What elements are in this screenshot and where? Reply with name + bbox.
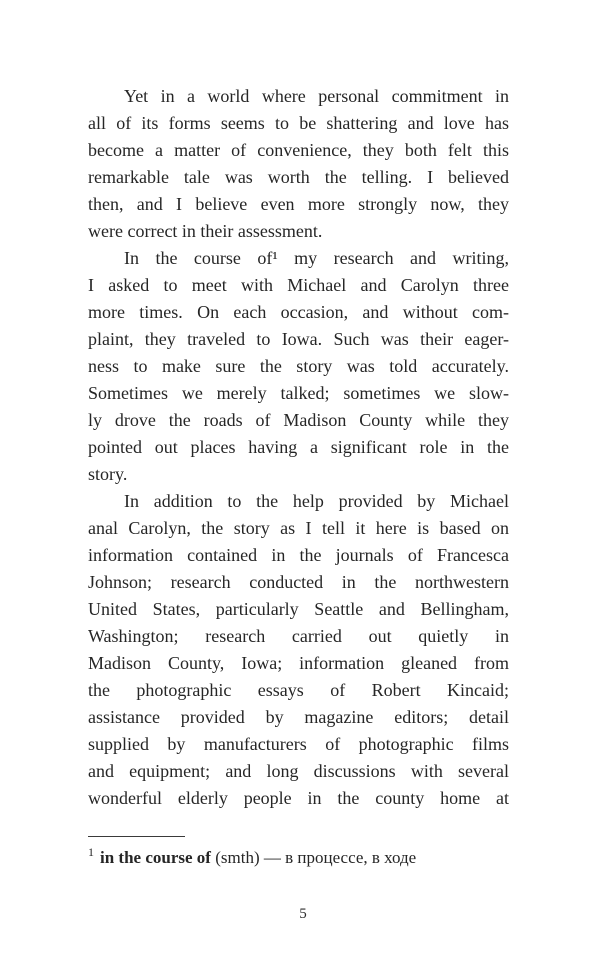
paragraph [88,245,509,488]
text-line: Washington; research carried out quietly in [88,626,509,646]
text-line: ness to make sure the story was told accurately. [88,356,509,376]
paragraph [88,488,509,812]
text-line: I asked to meet with Michael and Carolyn three [88,275,509,295]
text-line: were correct in their assessment. [88,221,323,241]
paragraph [88,83,509,245]
page-number: 5 [299,906,307,922]
text-line: Sometimes we merely talked; sometimes we slow- [88,383,509,403]
text-line: Yet in a world where personal commitment in [124,86,509,106]
text-line: pointed out places having a significant role in the [88,437,509,457]
footnote [88,836,509,870]
text-line: plaint, they traveled to Iowa. Such was their eager- [88,329,509,349]
text-line: the photographic essays of Robert Kincaid; [88,680,509,700]
text-line: more times. On each occasion, and without com- [88,302,509,322]
text-line: then, and I believe even more strongly now, they [88,194,509,214]
text-line: all of its forms seems to be shattering and love has [88,113,509,133]
footnote-term: in the course of [100,848,211,867]
text-line: ly drove the roads of Madison County while they [88,410,509,430]
text-line: In addition to the help provided by Michael [124,491,509,511]
text-line: Madison County, Iowa; information gleaned from [88,653,509,673]
text-line: United States, particularly Seattle and Bellingham, [88,599,509,619]
text-line: remarkable tale was worth the telling. I believed [88,167,509,187]
text-line: and equipment; and long discussions with several [88,761,509,781]
footnote-definition: (smth) — в процессе, в ходе [210,848,417,867]
footnote-divider [88,836,185,837]
text-line: assistance provided by magazine editors; detail [88,707,509,727]
text-line: In the course of¹ my research and writing, [124,248,509,268]
text-line: story. [88,464,128,484]
footnote-text [88,846,509,870]
text-line: anal Carolyn, the story as I tell it here is based on [88,518,509,538]
text-line: supplied by manufacturers of photographic films [88,734,509,754]
text-line: become a matter of convenience, they both felt this [88,140,509,160]
text-block [88,83,509,812]
footnote-marker: 1 [88,845,94,860]
text-line: Johnson; research conducted in the northwestern [88,572,509,592]
text-line: wonderful elderly people in the county home at [88,788,509,808]
text-line: information contained in the journals of Francesca [88,545,509,565]
